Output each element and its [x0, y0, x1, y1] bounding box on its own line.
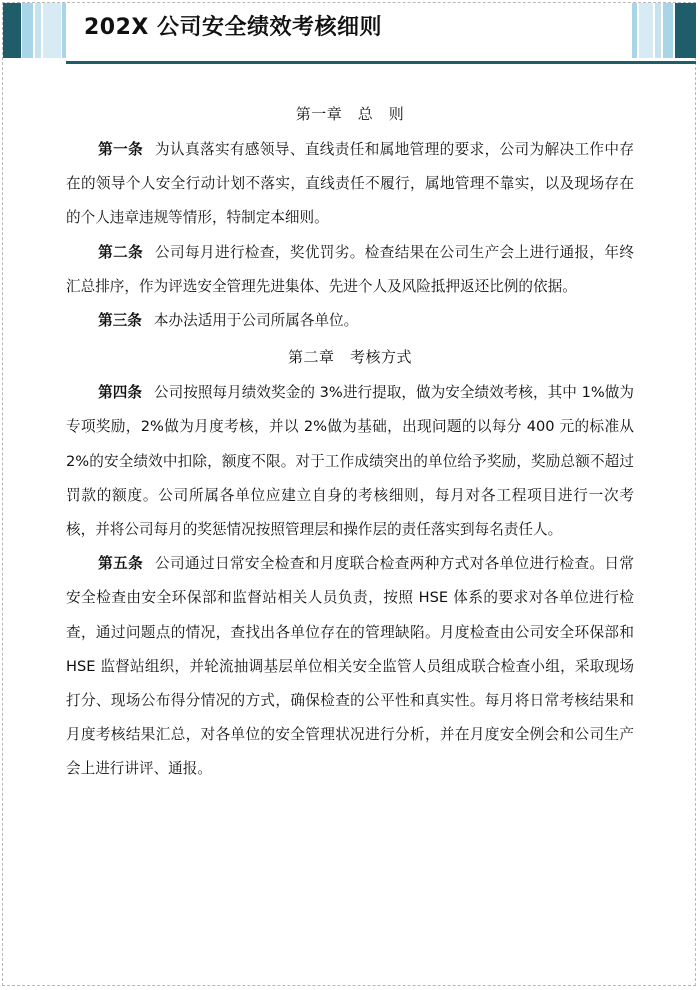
article-label: 第一条	[98, 141, 144, 158]
article-text: 公司通过日常安全检查和月度联合检查两种方式对各单位进行检查。日常安全检查由安全环保部和监督站相关人员负责，按照 HSE 体系的要求对各单位进行检查，通过问题点的情况，查找出各单位存在的管理缺陷。月度检查由公司安全环保部和 HSE 监督站组织，并轮流抽调基层单位相关安全监管人员组成联合检查小组，采取现场打分、现场公布得分情况的方式，确保检查的公平性和真实性。每月将日常考核结果和月度考核结果汇总，对各单位的安全管理状况进行分析，并在月度安全例会和公司生产会上进行讲评、通报。	[66, 555, 634, 778]
article-label: 第四条	[98, 384, 143, 402]
header-stripe-left-4	[43, 3, 61, 58]
page-header	[0, 0, 700, 58]
article-1	[66, 133, 634, 236]
article-4	[66, 376, 634, 547]
article-label: 第三条	[98, 312, 142, 330]
header-stripe-right-3	[655, 3, 661, 58]
article-5	[66, 547, 634, 786]
article-text: 公司按照每月绩效奖金的 3%进行提取，做为安全绩效考核，其中 1%做为专项奖励，2%做为月度考核，并以 2%做为基础，出现问题的以每分 400 元的标准从 2%的安全绩效中扣除，额度不限。对于工作成绩突出的单位给予奖励，奖励总额不超过罚款的额度。公司所属各单位应建立自身的考核细则，每月对各工程项目进行一次考核，并将公司每月的奖惩情况按照管理层和操作层的责任落实到每名责任人。	[66, 384, 634, 539]
article-3	[66, 304, 634, 338]
header-underline	[66, 61, 696, 64]
document-body	[66, 95, 634, 787]
header-stripe-left-2	[22, 3, 33, 58]
chapter-2-title: 第二章 考核方式	[287, 348, 412, 367]
header-stripe-right-1	[632, 3, 637, 58]
chapter-1-title: 第一章 总 则	[295, 105, 405, 123]
header-stripe-left-3	[35, 3, 41, 58]
header-stripe-right-4	[663, 3, 673, 58]
header-stripe-left-5	[62, 3, 66, 58]
article-text: 公司每月进行检查，奖优罚劣。检查结果在公司生产会上进行通报，年终汇总排序，作为评选安全管理先进集体、先进个人及风险抵押返还比例的依据。	[66, 243, 634, 295]
article-text: 本办法适用于公司所属各单位。	[153, 312, 359, 330]
article-text: 为认真落实有感领导、直线责任和属地管理的要求，公司为解决工作中存在的领导个人安全行动计划不落实，直线责任不履行，属地管理不靠实，以及现场存在的个人违章违规等情形，特制定本细则。	[66, 141, 634, 227]
header-stripe-left-1	[3, 3, 21, 58]
header-stripe-right-2	[639, 3, 653, 58]
document-title: 202X 公司安全绩效考核细则	[84, 15, 383, 40]
header-stripe-right-5	[675, 3, 696, 58]
article-label: 第五条	[98, 555, 144, 573]
article-2	[66, 236, 634, 304]
article-label: 第二条	[98, 243, 144, 261]
